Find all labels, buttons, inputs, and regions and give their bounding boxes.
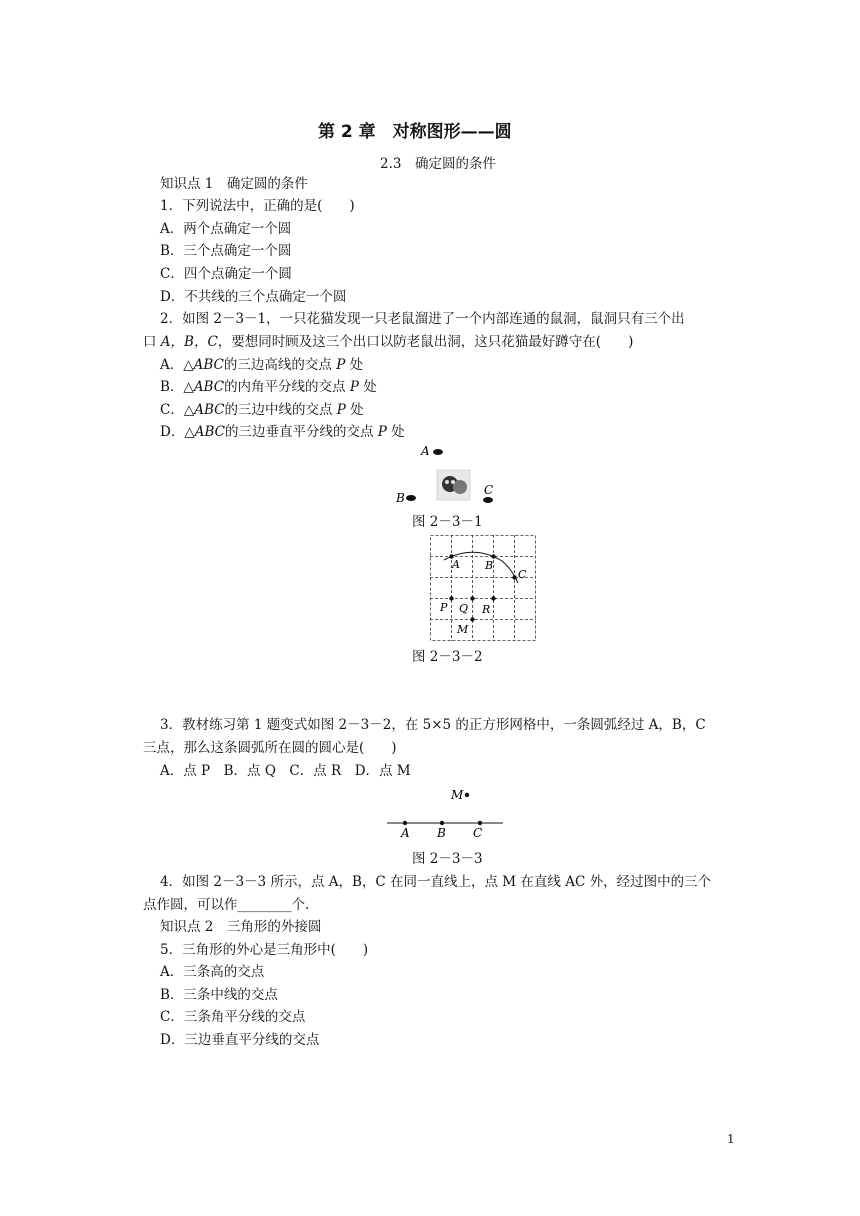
fig2-label-b: B — [485, 559, 494, 572]
chapter-title: 第 2 章 对称图形——圆 — [318, 122, 512, 142]
q1-option-c: C．四个点确定一个圆 — [160, 266, 292, 282]
fig3-label-m: M — [451, 788, 464, 802]
q5-stem: 5．三角形的外心是三角形中( ) — [160, 942, 369, 958]
figure-2-3-1 — [380, 440, 510, 512]
fig3-point-a — [403, 821, 407, 825]
q1-option-d: D．不共线的三个点确定一个圆 — [160, 289, 347, 305]
fig3-point-b — [440, 821, 444, 825]
fig2-point-m — [470, 617, 474, 621]
fig2-label-r: R — [482, 603, 491, 616]
q3-options: A．点 P B．点 Q C．点 R D．点 M — [160, 763, 411, 779]
fig2-label-q: Q — [459, 602, 469, 615]
cat-body — [453, 480, 467, 494]
fig2-point-c — [512, 575, 516, 579]
q1-stem: 1．下列说法中，正确的是( ) — [160, 198, 355, 214]
fig1-hole-a — [433, 449, 443, 455]
fig3-point-c — [478, 821, 482, 825]
fig2-label-a: A — [452, 558, 460, 571]
q5-option-b: B．三条中线的交点 — [160, 987, 278, 1003]
q2-stem-line1: 2．如图 2－3－1，一只花猫发现一只老鼠溜进了一个内部连通的鼠洞，鼠洞只有三个出 — [160, 311, 685, 327]
q5-option-d: D．三边垂直平分线的交点 — [160, 1032, 320, 1048]
fig2-point-p — [449, 596, 453, 600]
section-title: 2.3 确定圆的条件 — [380, 156, 496, 172]
fig3-label-c: C — [473, 826, 483, 840]
q2-option-d: D．△ABC的三边垂直平分线的交点 P 处 — [160, 424, 405, 440]
q1-option-b: B．三个点确定一个圆 — [160, 243, 292, 259]
fig1-label-a: A — [421, 444, 430, 458]
q2-stem-line2: 口 A，B，C，要想同时顾及这三个出口以防老鼠出洞，这只花猫最好蹲守在( ) — [143, 334, 634, 350]
knowledge-point-2: 知识点 2 三角形的外接圆 — [160, 919, 322, 935]
fig1-hole-b — [406, 495, 416, 501]
fig3-label-b: B — [437, 826, 446, 840]
q3-stem-line2: 三点，那么这条圆弧所在圆的圆心是( ) — [143, 740, 397, 756]
q1-option-a: A．两个点确定一个圆 — [160, 221, 292, 237]
fig1-hole-c — [483, 497, 493, 503]
fig1-label-c: C — [484, 483, 494, 497]
q4-stem-line1: 4．如图 2－3－3 所示，点 A，B，C 在同一直线上，点 M 在直线 AC 外，经过图中的三个 — [160, 874, 712, 890]
fig2-label-p: P — [440, 601, 448, 614]
q5-option-c: C．三条角平分线的交点 — [160, 1009, 306, 1025]
fig3-label-a: A — [401, 826, 410, 840]
fig2-label-m: M — [457, 623, 469, 636]
figure-2-3-3-caption: 图 2－3－3 — [412, 851, 483, 867]
figure-2-3-1-caption: 图 2－3－1 — [412, 514, 483, 530]
fig2-label-c: C — [518, 568, 527, 581]
fig2-point-r — [491, 596, 495, 600]
figure-2-3-3 — [385, 786, 505, 842]
page-number: 1 — [727, 1132, 735, 1146]
q4-stem-line2: 点作圆，可以作________个. — [143, 897, 310, 913]
q2-option-a: A．△ABC的三边高线的交点 P 处 — [160, 357, 364, 373]
q2-option-b: B．△ABC的内角平分线的交点 P 处 — [160, 379, 377, 395]
q2-option-c: C．△ABC的三边中线的交点 P 处 — [160, 402, 364, 418]
q5-option-a: A．三条高的交点 — [160, 964, 265, 980]
fig2-point-q — [470, 596, 474, 600]
figure-2-3-2-caption: 图 2－3－2 — [412, 649, 483, 665]
fig1-label-b: B — [396, 491, 405, 505]
q3-stem-line1: 3．教材练习第 1 题变式如图 2－3－2，在 5×5 的正方形网格中，一条圆弧经过 A，B，C — [160, 717, 706, 733]
knowledge-point-1: 知识点 1 确定圆的条件 — [160, 176, 308, 192]
fig3-point-m — [465, 793, 469, 797]
figure-2-3-2 — [430, 535, 538, 643]
